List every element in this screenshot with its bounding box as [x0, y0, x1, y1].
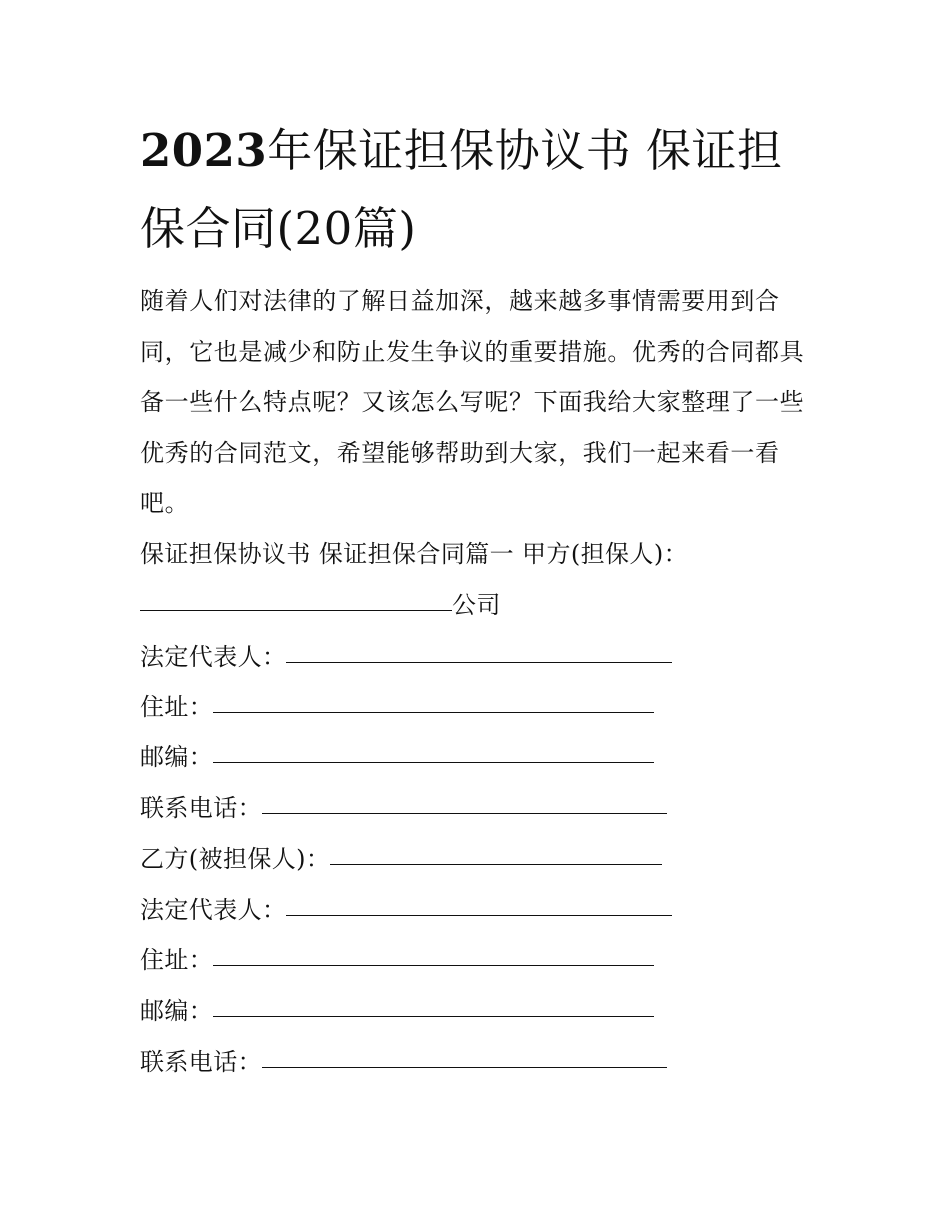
- party-a-legal-rep-label: 法定代表人：: [140, 643, 287, 671]
- section-heading: [140, 529, 688, 579]
- party-a-address-label: 住址：: [140, 693, 214, 721]
- company-line: [140, 580, 501, 630]
- party-b-legal-rep-label: 法定代表人：: [140, 896, 287, 924]
- party-b-phone-line: [140, 1037, 667, 1087]
- section-heading-text: 保证担保协议书 保证担保合同篇一 甲方(担保人)：: [140, 540, 688, 568]
- party-b-postcode-blank: [213, 986, 654, 1017]
- title-year: 2023: [140, 124, 268, 177]
- party-a-phone-line: [140, 783, 667, 833]
- party-b-postcode-label: 邮编：: [140, 997, 214, 1025]
- party-b-postcode-line: [140, 986, 654, 1036]
- party-a-phone-label: 联系电话：: [140, 794, 262, 822]
- company-suffix: 公司: [452, 591, 501, 619]
- intro-paragraph: 随着人们对法律的了解日益加深，越来越多事情需要用到合同，它也是减少和防止发生争议的重要措施。优秀的合同都具备一些什么特点呢？又该怎么写呢？下面我给大家整理了一些优秀的合同范文，希望能够帮助到大家，我们一起来看一看吧。: [140, 287, 805, 517]
- document-title: [140, 112, 820, 268]
- party-b-legal-rep-line: [140, 885, 672, 935]
- party-a-phone-blank: [262, 783, 667, 814]
- party-a-postcode-label: 邮编：: [140, 743, 214, 771]
- company-blank: [140, 580, 452, 611]
- party-a-legal-rep-line: [140, 632, 672, 682]
- party-a-address-line: [140, 682, 654, 732]
- party-a-postcode-blank: [213, 732, 654, 763]
- party-a-legal-rep-blank: [286, 632, 672, 663]
- party-a-postcode-line: [140, 732, 654, 782]
- party-b-blank: [330, 834, 662, 865]
- party-b-address-label: 住址：: [140, 946, 214, 974]
- party-a-address-blank: [213, 682, 654, 713]
- party-b-phone-blank: [262, 1037, 667, 1068]
- title-text: 年保证担保协议书 保证担保合同(20篇): [140, 124, 783, 255]
- party-b-address-line: [140, 935, 654, 985]
- party-b-legal-rep-blank: [286, 885, 672, 916]
- party-b-phone-label: 联系电话：: [140, 1048, 262, 1076]
- party-b-address-blank: [213, 935, 654, 966]
- party-b-heading-label: 乙方(被担保人)：: [140, 845, 331, 873]
- party-b-heading-line: [140, 834, 662, 884]
